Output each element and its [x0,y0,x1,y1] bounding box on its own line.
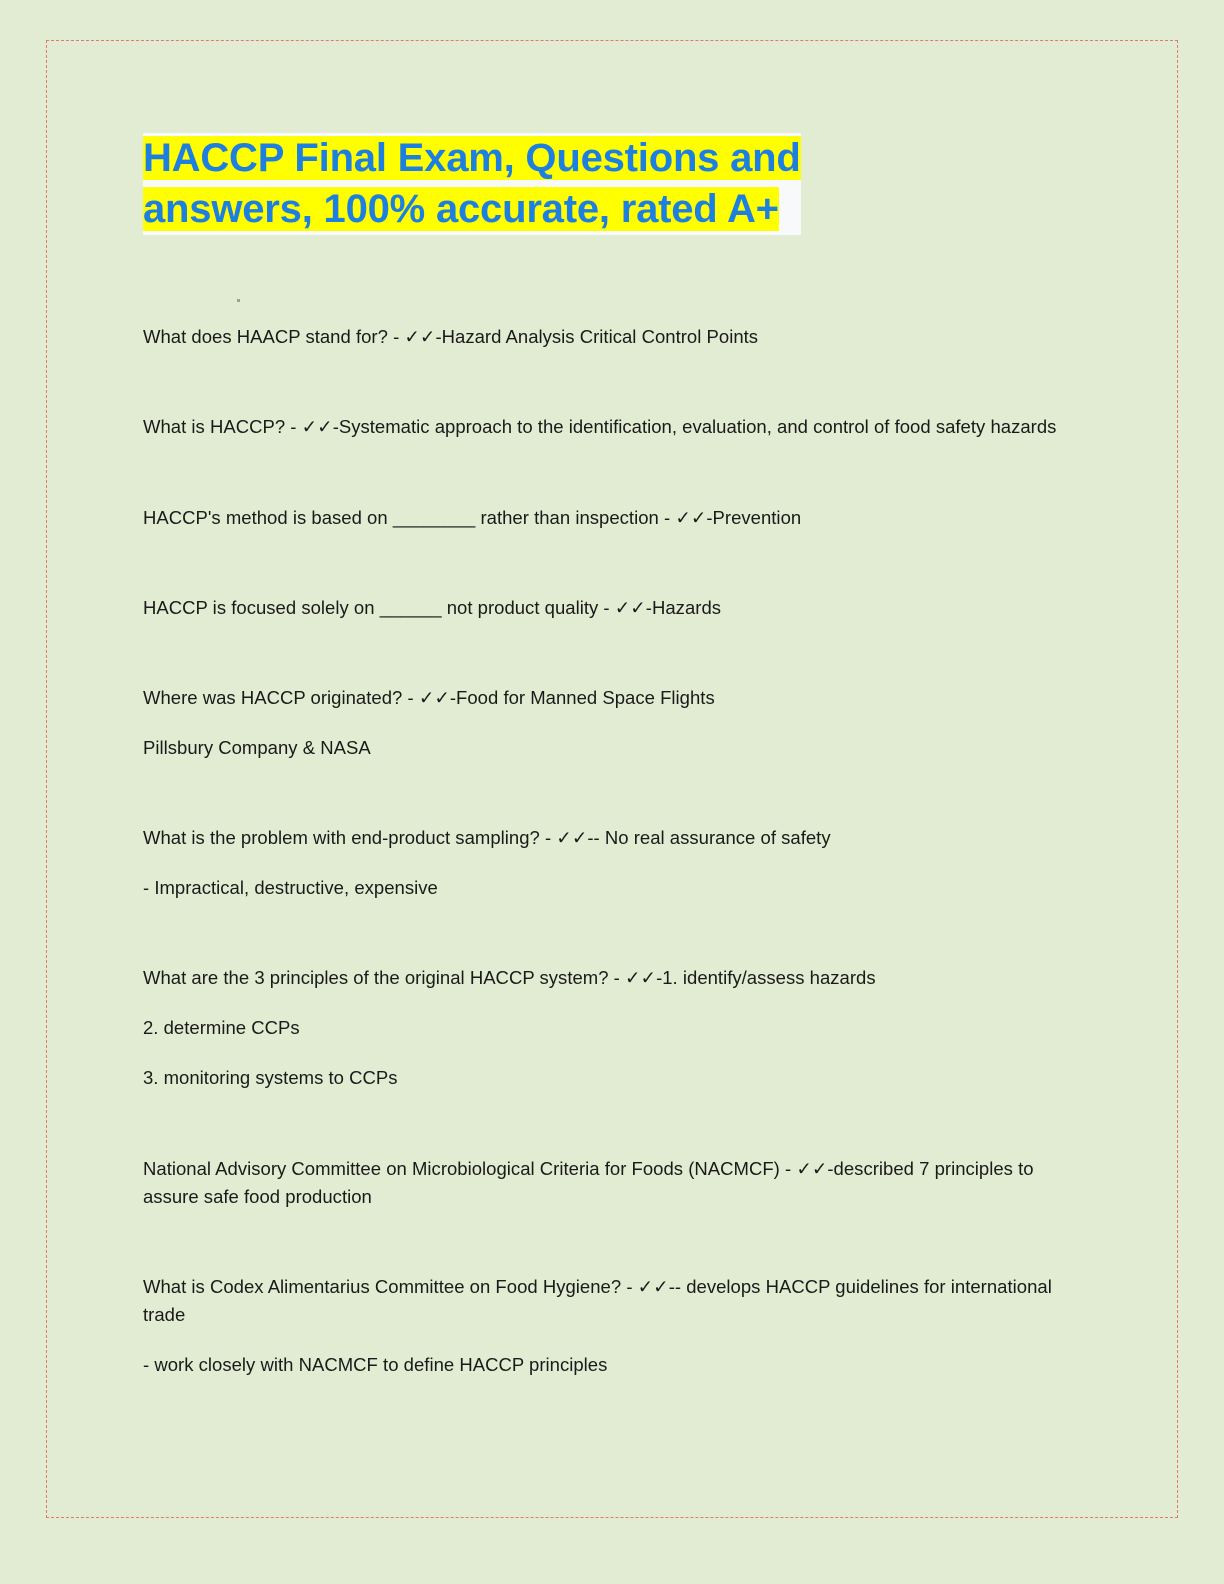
qa-line: National Advisory Committee on Microbiological Criteria for Foods (NACMCF) - ✓✓-described 7 principles to assure safe food production [143,1157,1034,1207]
qa-entry [143,1155,1083,1211]
qa-line: What are the 3 principles of the original HACCP system? - ✓✓-1. identify/assess hazards [143,967,876,989]
qa-line: What is the problem with end-product sampling? - ✓✓-- No real assurance of safety [143,827,831,849]
qa-list [143,323,1083,1379]
qa-line: What is Codex Alimentarius Committee on Food Hygiene? - ✓✓-- develops HACCP guidelines for international trade [143,1275,1052,1325]
qa-line: 3. monitoring systems to CCPs [143,1067,398,1089]
title-spacer [143,235,1083,265]
qa-entry [143,594,1083,622]
page-title-line-2 [143,184,801,235]
qa-entry [143,964,1083,1092]
stray-mark [237,299,240,302]
qa-line: What does HAACP stand for? - ✓✓-Hazard Analysis Critical Control Points [143,326,759,348]
qa-entry [143,413,1083,441]
qa-entry [143,323,1083,351]
qa-line: - Impractical, destructive, expensive [143,877,438,899]
page-title [143,133,801,235]
title-highlight-1: HACCP Final Exam, Questions and [143,136,801,180]
qa-line: 2. determine CCPs [143,1017,300,1039]
qa-line: Where was HACCP originated? - ✓✓-Food for Manned Space Flights [143,686,715,708]
qa-line: - work closely with NACMCF to define HACCP principles [143,1354,608,1376]
qa-line: Pillsbury Company & NASA [143,736,371,758]
qa-line: HACCP is focused solely on ______ not product quality - ✓✓-Hazards [143,596,722,618]
title-highlight-2: answers, 100% accurate, rated A+ [143,187,779,232]
document-page [46,40,1178,1518]
page-title-line-1 [143,133,801,184]
qa-entry [143,684,1083,762]
qa-entry [143,824,1083,902]
qa-entry [143,504,1083,532]
qa-entry [143,1273,1083,1379]
qa-line: What is HACCP? - ✓✓-Systematic approach to the identification, evaluation, and control of food safety hazards [143,416,1057,438]
document-content [143,133,1083,1379]
qa-line: HACCP's method is based on ________ rather than inspection - ✓✓-Prevention [143,506,802,528]
